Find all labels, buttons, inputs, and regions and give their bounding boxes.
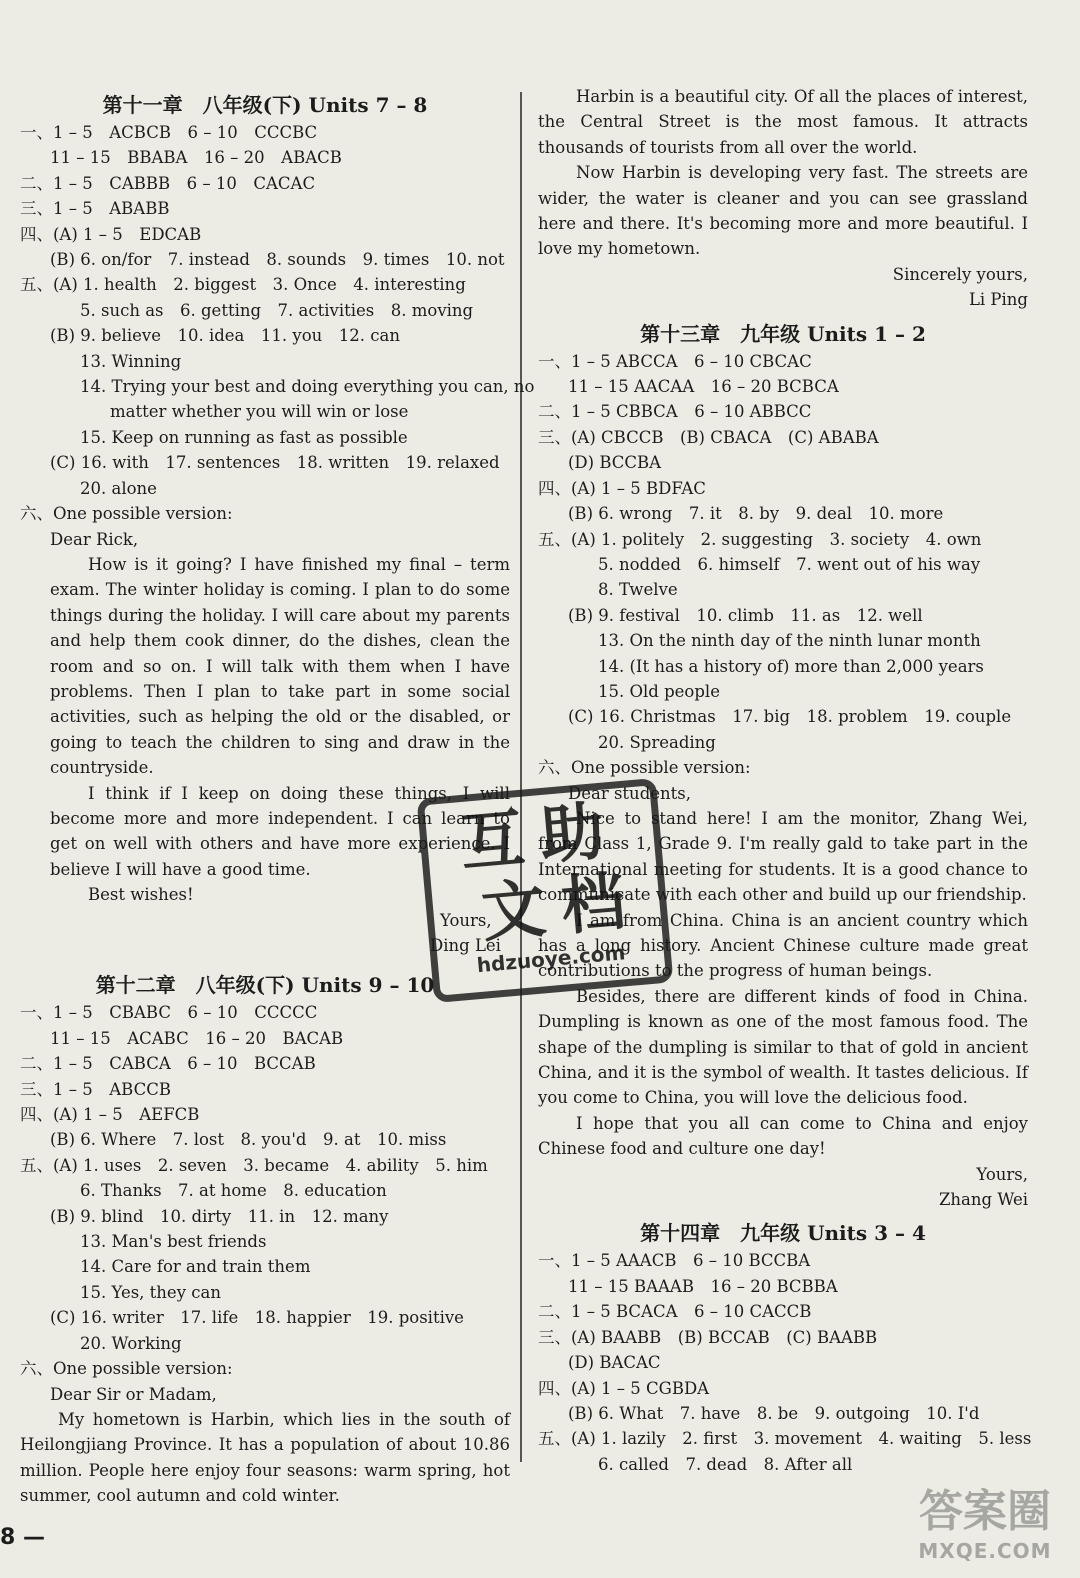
answer-line: 11 – 15 BBABA 16 – 20 ABACB xyxy=(50,148,342,168)
letter-paragraph: Best wishes! xyxy=(88,885,194,905)
answer-line: 二、1 – 5 BCACA 6 – 10 CACCB xyxy=(538,1302,812,1322)
chapter-13-title: 第十三章 九年级 Units 1 – 2 xyxy=(640,321,926,346)
answer-line: 20. Spreading xyxy=(598,732,716,752)
letter-paragraph: Nice to stand here! I am the monitor, Zhang Wei, from Class 1, Grade 9. I'm really gald to take part in the International meeting for students. It is a good chance to communicate with each other and build up our friendship. xyxy=(538,808,1028,905)
answer-line: 四、(A) 1 – 5 CGBDA xyxy=(538,1378,710,1398)
letter-greeting: Dear students, xyxy=(568,783,691,803)
answer-line: 六、One possible version: xyxy=(20,1359,233,1379)
letter-greeting: Dear Sir or Madam, xyxy=(50,1384,217,1404)
answer-line: (D) BACAC xyxy=(568,1353,661,1373)
right-column xyxy=(538,84,1032,1477)
answer-line: 13. On the ninth day of the ninth lunar month xyxy=(598,631,981,651)
corner-watermark xyxy=(900,1485,1070,1570)
answer-line: 13. Winning xyxy=(80,351,182,371)
answer-line: 五、(A) 1. lazily 2. first 3. movement 4. waiting 5. less xyxy=(538,1429,1032,1449)
letter-paragraph: Besides, there are different kinds of food in China. Dumpling is known as one of the most famous food. The shape of the dumpling is similar to that of gold in ancient China, and it is the symbol of wealth. It tastes delicious. If you come to China, you will love the delicious food. xyxy=(538,986,1028,1108)
answer-line: 二、1 – 5 CABCA 6 – 10 BCCAB xyxy=(20,1054,316,1074)
letter-signature: Ding Lei xyxy=(430,936,501,955)
answer-line: 三、1 – 5 ABCCB xyxy=(20,1079,171,1099)
letter-greeting: Dear Rick, xyxy=(50,529,139,549)
answer-line: 四、(A) 1 – 5 EDCAB xyxy=(20,224,202,244)
answer-line: 15. Yes, they can xyxy=(80,1282,221,1302)
answer-line: 三、1 – 5 ABABB xyxy=(20,199,170,219)
answer-line: 14. Care for and train them xyxy=(80,1257,311,1277)
letter-closing: Yours, xyxy=(440,910,492,930)
watermark-url: MXQE.COM xyxy=(918,1539,1052,1563)
answer-line: 20. Working xyxy=(80,1333,182,1353)
answer-line: (C) 16. with 17. sentences 18. written 19. relaxed xyxy=(50,453,500,473)
letter-paragraph: My hometown is Harbin, which lies in the south of Heilongjiang Province. It has a population of about 10.86 million. People here enjoy four seasons: warm spring, hot summer, cool autumn and cold winter. xyxy=(20,1409,510,1506)
answer-line: 15. Old people xyxy=(598,681,720,701)
answer-line: 二、1 – 5 CBBCA 6 – 10 ABBCC xyxy=(538,402,812,422)
answer-line: 五、(A) 1. uses 2. seven 3. became 4. ability 5. him xyxy=(20,1155,488,1175)
answer-line: (B) 6. on/for 7. instead 8. sounds 9. times 10. not xyxy=(50,250,505,270)
letter-signature: Zhang Wei xyxy=(938,1190,1028,1210)
chapter-11-title: 第十一章 八年级(下) Units 7 – 8 xyxy=(102,93,428,117)
answer-line: 一、1 – 5 CBABC 6 – 10 CCCCC xyxy=(20,1003,318,1023)
answer-line: (C) 16. Christmas 17. big 18. problem 19. couple xyxy=(568,707,1012,727)
answer-line: 二、1 – 5 CABBB 6 – 10 CACAC xyxy=(20,173,316,193)
letter-closing: Yours, xyxy=(976,1164,1028,1184)
answer-line: 13. Man's best friends xyxy=(80,1232,267,1252)
letter-paragraph: Now Harbin is developing very fast. The streets are wider, the water is cleaner and you can see grassland here and there. It's becoming more and more beautiful. I love my hometown. xyxy=(538,163,1028,259)
answer-line: 6. called 7. dead 8. After all xyxy=(598,1454,853,1474)
letter-paragraph: I think if I keep on doing these things, I will become more and more independent. I can learn to get on well with others and have more experience. I believe I will have a good time. xyxy=(50,783,510,879)
answer-line: 一、1 – 5 ABCCA 6 – 10 CBCAC xyxy=(538,351,812,371)
letter-paragraph: I hope that you all can come to China and enjoy Chinese food and culture one day! xyxy=(538,1113,1028,1159)
page-number: 8 — xyxy=(0,1525,45,1550)
answer-line: 15. Keep on running as fast as possible xyxy=(80,427,408,447)
answer-line: 5. such as 6. getting 7. activities 8. moving xyxy=(80,300,474,320)
answer-line: (B) 6. wrong 7. it 8. by 9. deal 10. more xyxy=(568,504,944,524)
stamp-line-2: 文档 xyxy=(478,863,645,952)
answer-line: 一、1 – 5 AAACB 6 – 10 BCCBA xyxy=(538,1251,811,1271)
answer-line: 六、One possible version: xyxy=(20,504,233,524)
letter-paragraph: Harbin is a beautiful city. Of all the places of interest, the Central Street is the most famous. It attracts thousands of tourists from all over the world. xyxy=(538,87,1028,157)
answer-line: 11 – 15 BAAAB 16 – 20 BCBBA xyxy=(568,1276,838,1296)
answer-line: 5. nodded 6. himself 7. went out of his way xyxy=(598,554,981,574)
answer-line: (B) 9. believe 10. idea 11. you 12. can xyxy=(50,326,400,346)
column-divider xyxy=(520,92,522,1462)
answer-line: 四、(A) 1 – 5 AEFCB xyxy=(20,1105,200,1125)
answer-line: (C) 16. writer 17. life 18. happier 19. positive xyxy=(50,1308,464,1328)
answer-line: matter whether you will win or lose xyxy=(110,402,409,422)
answer-line: (D) BCCBA xyxy=(568,453,662,473)
answer-line: 四、(A) 1 – 5 BDFAC xyxy=(538,478,706,498)
letter-signature: Li Ping xyxy=(968,290,1028,310)
answer-line: (B) 6. Where 7. lost 8. you'd 9. at 10. miss xyxy=(50,1130,447,1150)
answer-line: 14. Trying your best and doing everything you can, no xyxy=(80,377,535,397)
answer-line: 8. Twelve xyxy=(598,580,678,600)
answer-line: 一、1 – 5 ACBCB 6 – 10 CCCBC xyxy=(20,123,318,142)
answer-line: 11 – 15 AACAA 16 – 20 BCBCA xyxy=(568,377,839,397)
answer-line: 14. (It has a history of) more than 2,000 years xyxy=(598,656,984,676)
answer-line: (B) 9. festival 10. climb 11. as 12. well xyxy=(568,605,923,625)
letter-paragraph: I am from China. China is an ancient country which has a long history. Ancient Chinese culture made great contributions to the progress of human beings. xyxy=(538,910,1028,981)
chapter-12-title: 第十二章 八年级(下) Units 9 – 10 xyxy=(95,973,435,998)
answer-line: 六、One possible version: xyxy=(538,758,751,778)
watermark-text: 答案圈 xyxy=(919,1486,1051,1537)
watermark-stamp xyxy=(417,778,674,1003)
letter-paragraph: How is it going? I have finished my final – term exam. The winter holiday is coming. I plan to do some things during the holiday. I will care about my parents and help them cook dinner, do the dishes, clean the room and so on. I will talk with them when I have problems. Then I plan to take part in some social activities, such as helping the old or the disabled, or going to teach the children to sing and draw in the countryside. xyxy=(50,554,510,778)
stamp-url: hdzuoye.com xyxy=(475,940,627,978)
answer-line: 三、(A) CBCCB (B) CBACA (C) ABABA xyxy=(538,427,879,447)
answer-line: 五、(A) 1. politely 2. suggesting 3. society 4. own xyxy=(538,529,982,549)
chapter-14-title: 第十四章 九年级 Units 3 – 4 xyxy=(640,1221,926,1246)
answer-line: 6. Thanks 7. at home 8. education xyxy=(80,1181,387,1201)
answer-line: 五、(A) 1. health 2. biggest 3. Once 4. interesting xyxy=(20,275,466,295)
answer-line: (B) 9. blind 10. dirty 11. in 12. many xyxy=(50,1206,389,1226)
stamp-line-1: 互助 xyxy=(457,793,624,882)
answer-line: 三、(A) BAABB (B) BCCAB (C) BAABB xyxy=(538,1327,878,1347)
answer-line: 11 – 15 ACABC 16 – 20 BACAB xyxy=(50,1028,344,1048)
letter-closing: Sincerely yours, xyxy=(892,264,1028,284)
answer-line: 20. alone xyxy=(80,478,157,498)
answer-line: (B) 6. What 7. have 8. be 9. outgoing 10. I'd xyxy=(568,1403,980,1423)
